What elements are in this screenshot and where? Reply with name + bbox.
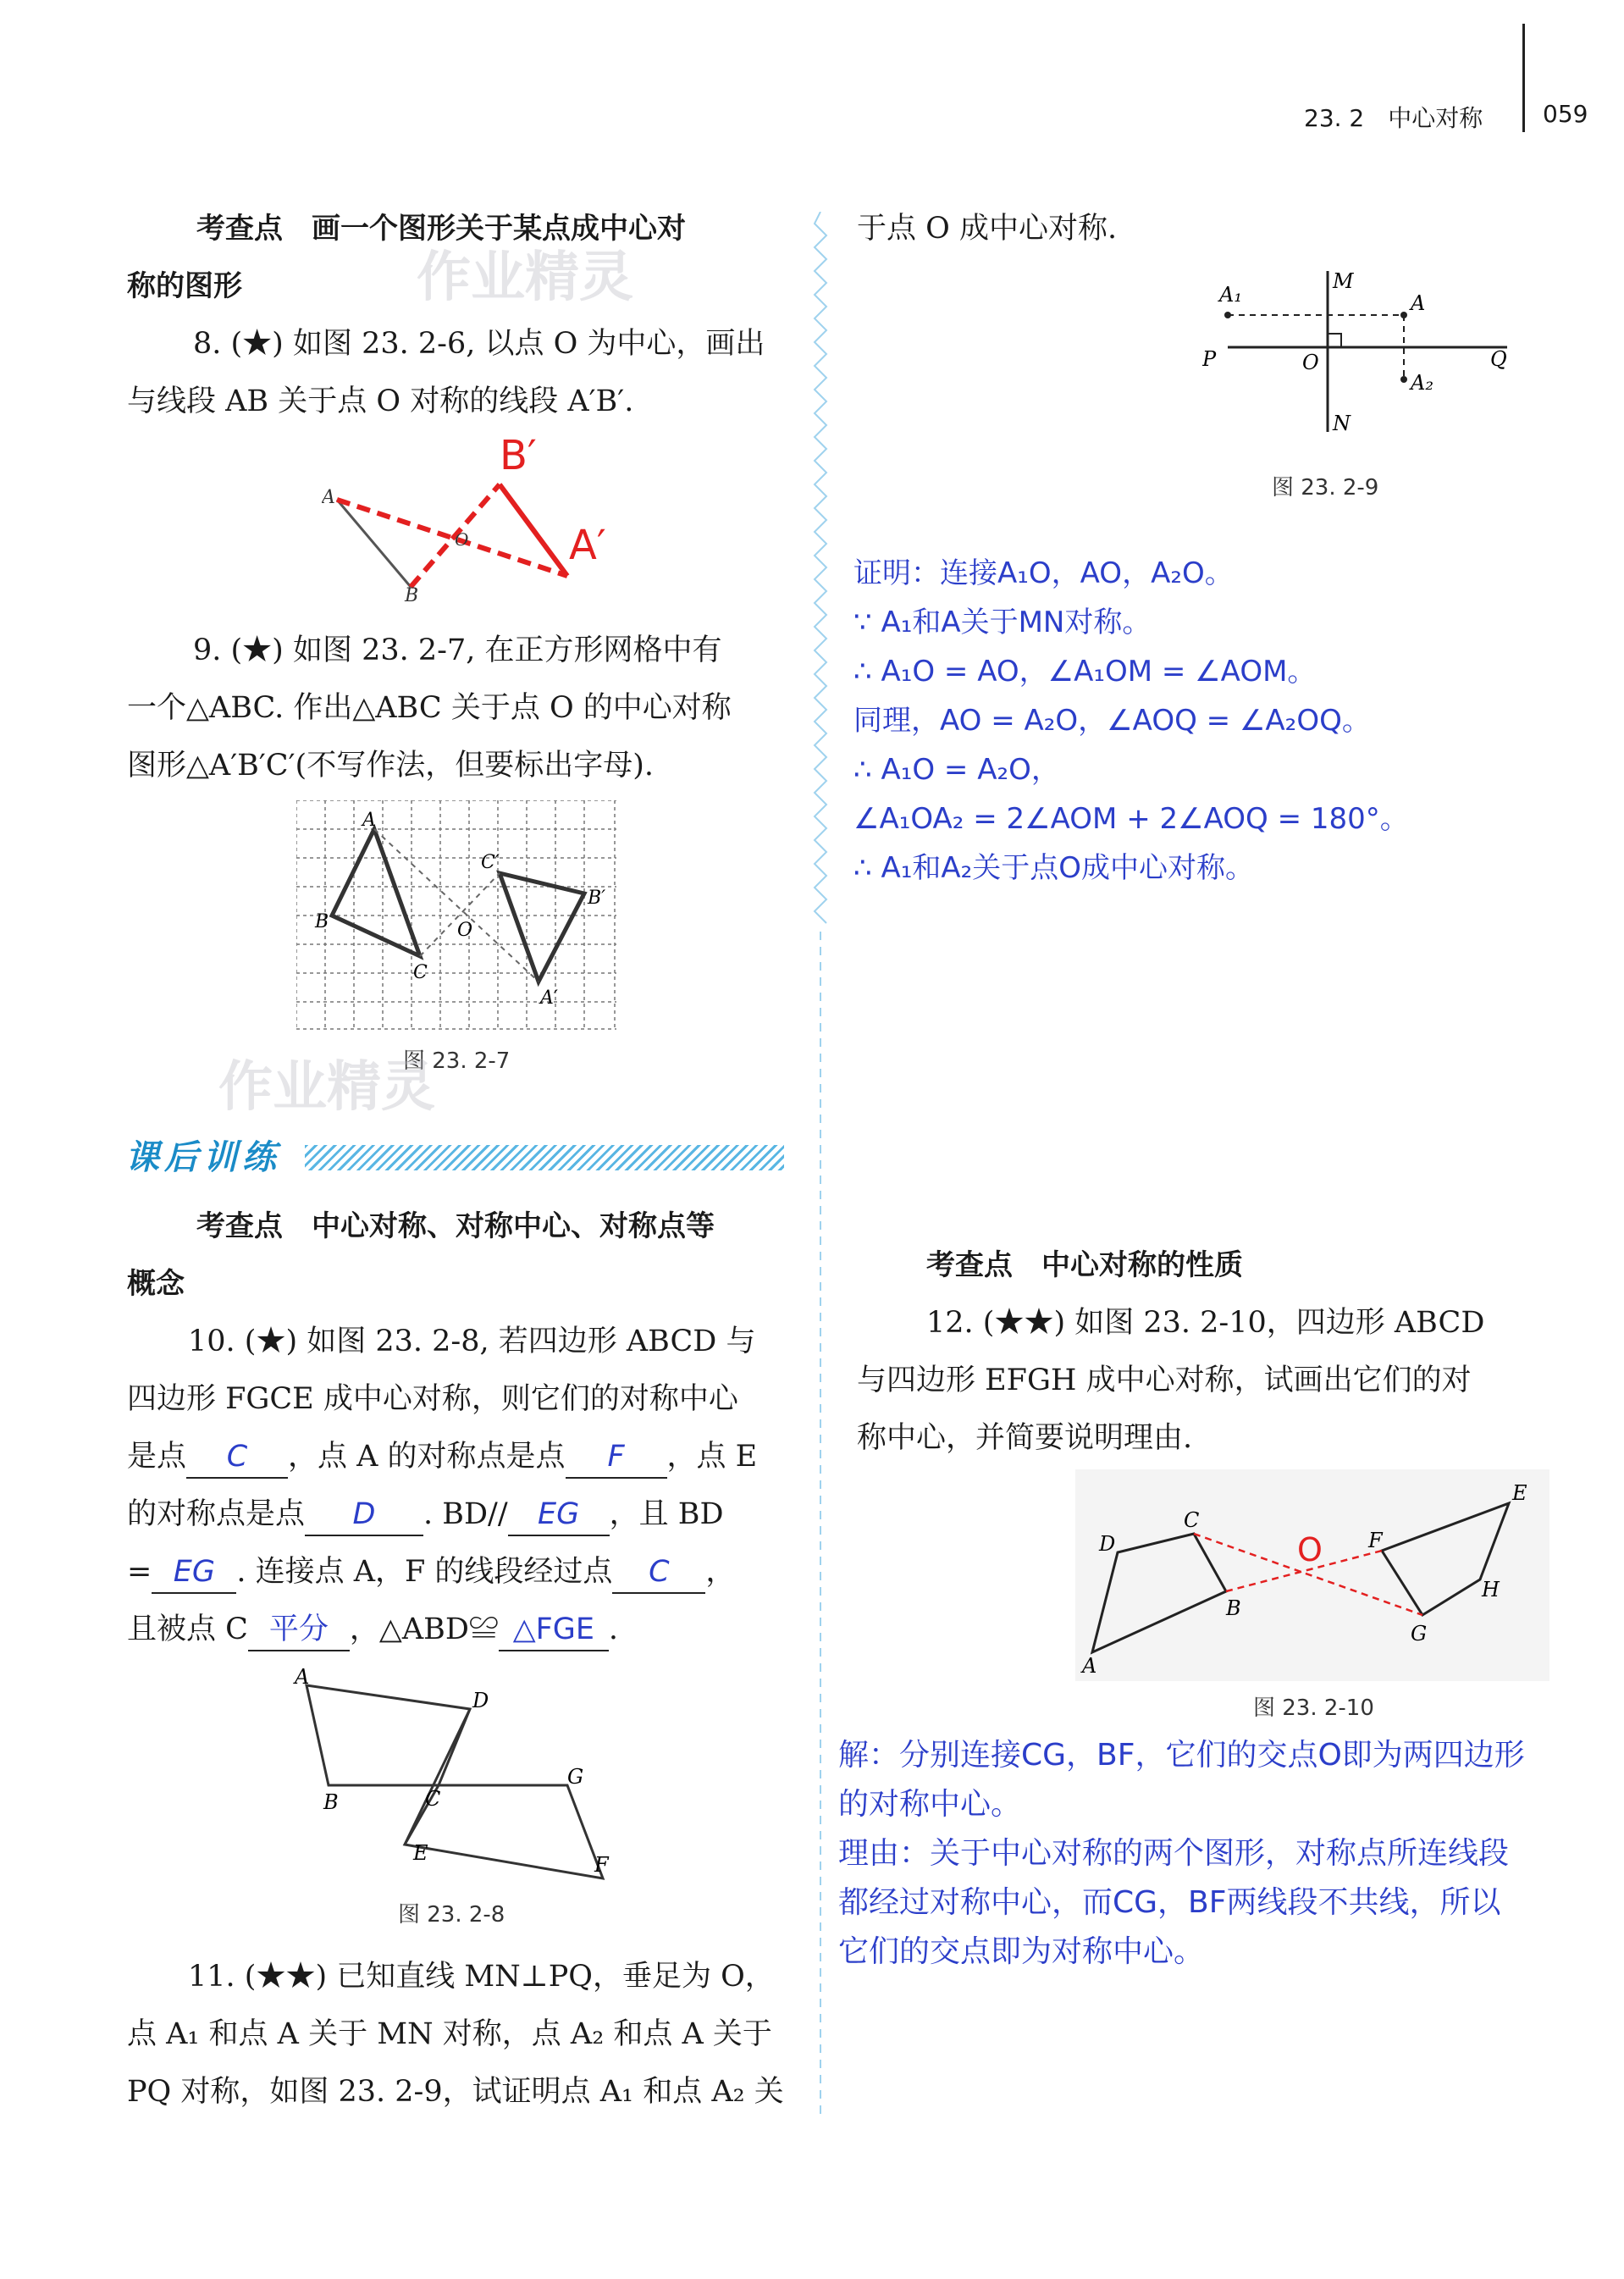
question-8-line2: 与线段 AB 关于点 O 对称的线段 A′B′. (127, 384, 634, 418)
segment-ab (337, 500, 411, 587)
question-11-continued: 于点 O 成中心对称. (857, 212, 1118, 246)
label-d: D (472, 1689, 489, 1712)
question-12-line1: 12. (★★) 如图 23. 2-10，四边形 ABCD (926, 1306, 1485, 1340)
triangle-a1b1c1 (500, 873, 584, 982)
question-9-line3: 图形△A′B′C′(不写作法，但要标出字母). (127, 749, 654, 783)
figure-23-2-10-caption: 图 23. 2-10 (1253, 1695, 1374, 1721)
label-b: B (323, 1790, 339, 1814)
question-10-line2: 四边形 FGCE 成中心对称，则它们的对称中心 (127, 1382, 738, 1416)
heading-concepts: 考查点 中心对称、对称中心、对称点等 (196, 1209, 715, 1243)
label-a: A (295, 1665, 310, 1689)
answer-af-through: C (612, 1552, 705, 1594)
section-header: 23. 2 中心对称 (1304, 104, 1483, 132)
question-10-line6: 且被点 C 平分 ，△ABD≌ △FGE . (127, 1601, 618, 1658)
figure-23-2-9 (1202, 263, 1524, 440)
label-d: D (1099, 1532, 1116, 1556)
question-9-line2: 一个△ABC. 作出△ABC 关于点 O 的中心对称 (127, 691, 732, 725)
question-10-line4: 的对称点是点 D . BD// EG ，且 BD (127, 1485, 724, 1543)
label-f: F (594, 1853, 609, 1877)
after-class-title: 课后训练 (125, 1138, 281, 1177)
proof-line-3: ∴ A₁O = AO，∠A₁OM = ∠AOM。 (853, 655, 1317, 689)
figure-23-2-9-caption: 图 23. 2-9 (1272, 475, 1379, 501)
label-f: F (1368, 1529, 1383, 1552)
solution-line-2: 的对称中心。 (838, 1787, 1022, 1822)
figure-23-2-7 (296, 800, 618, 1031)
answer-e-symmetric: D (305, 1494, 423, 1536)
heading-draw-symmetric: 考查点 画一个图形关于某点成中心对 (196, 212, 686, 246)
label-c: C (425, 1787, 441, 1811)
question-9-line1: 9. (★) 如图 23. 2-7, 在正方形网格中有 (193, 633, 722, 667)
label-e: E (1512, 1481, 1527, 1505)
label-c1: C′ (481, 852, 500, 873)
label-b: B (315, 911, 329, 932)
label-a: A (322, 487, 335, 508)
question-11-line1: 11. (★★) 已知直线 MN⊥PQ，垂足为 O， (188, 1960, 775, 1994)
label-b: B (405, 585, 419, 601)
heading-properties: 考查点 中心对称的性质 (926, 1248, 1243, 1282)
figure-23-2-8-caption: 图 23. 2-8 (398, 1902, 505, 1928)
triangle-abc (332, 829, 420, 956)
solution-line-5: 它们的交点即为对称中心。 (838, 1934, 1205, 1969)
header-divider (1522, 24, 1525, 132)
proof-line-1: 证明：连接A₁O，AO，A₂O。 (853, 556, 1234, 590)
figure-23-2-7-caption: 图 23. 2-7 (403, 1048, 511, 1074)
proof-line-6: ∠A₁OA₂ = 2∠AOM + 2∠AOQ = 180°。 (853, 802, 1409, 836)
label-c: C (413, 962, 428, 983)
proof-line-5: ∴ A₁O = A₂O， (853, 753, 1060, 787)
label-q: Q (1490, 347, 1507, 371)
quad-abcd (307, 1685, 470, 1785)
label-a1: A′ (569, 522, 606, 569)
label-a: A (362, 810, 376, 831)
figure-23-2-6 (322, 432, 627, 601)
question-8-line1: 8. (★) 如图 23. 2-6, 以点 O 为中心，画出 (193, 327, 765, 361)
label-o: O (455, 529, 469, 550)
column-divider (811, 212, 830, 2117)
proof-line-7: ∴ A₁和A₂关于点O成中心对称。 (853, 851, 1254, 885)
label-m: M (1333, 269, 1354, 293)
label-h: H (1482, 1578, 1500, 1601)
label-a: A (1411, 291, 1426, 315)
label-a1: A₁ (1219, 283, 1242, 307)
answer-congruent: △FGE (499, 1609, 609, 1651)
question-11-line3: PQ 对称，如图 23. 2-9，试证明点 A₁ 和点 A₂ 关 (127, 2075, 784, 2109)
label-n: N (1333, 412, 1351, 435)
watermark: 作业精灵 (417, 246, 633, 309)
heading-concepts-cont: 概念 (127, 1267, 185, 1301)
label-c: C (1184, 1508, 1200, 1532)
answer-bisect: 平分 (248, 1609, 350, 1651)
segment-a1b1 (500, 484, 567, 576)
figure-23-2-8 (288, 1660, 627, 1889)
figure-23-2-10 (1075, 1469, 1549, 1681)
label-b1: B′ (500, 432, 537, 479)
question-11-line2: 点 A₁ 和点 A 关于 MN 对称，点 A₂ 和点 A 关于 (127, 2017, 772, 2051)
question-12-line3: 称中心，并简要说明理由. (857, 1421, 1193, 1455)
proof-line-2: ∵ A₁和A关于MN对称。 (853, 606, 1152, 639)
after-class-stripe (305, 1145, 784, 1170)
answer-a-symmetric: F (566, 1436, 667, 1479)
label-p: P (1202, 347, 1217, 371)
label-b: B (1226, 1596, 1241, 1620)
label-a2: A₂ (1411, 371, 1433, 395)
watermark: 作业精灵 (218, 1056, 435, 1119)
proof-line-4: 同理，AO = A₂O，∠AOQ = ∠A₂OQ。 (853, 704, 1371, 738)
page-number: 059 (1543, 100, 1588, 128)
heading-draw-symmetric-cont: 称的图形 (127, 269, 242, 303)
question-10-line5: = EG . 连接点 A，F 的线段经过点 C ， (127, 1543, 735, 1601)
label-o: O (457, 920, 473, 941)
question-10-line1: 10. (★) 如图 23. 2-8, 若四边形 ABCD 与 (188, 1325, 756, 1358)
answer-bd-equal: EG (152, 1552, 236, 1594)
label-b1: B′ (588, 888, 606, 909)
solution-line-1: 解：分别连接CG，BF，它们的交点O即为两四边形 (838, 1738, 1525, 1773)
question-10-line3: 是点 C ，点 A 的对称点是点 F ，点 E (127, 1428, 757, 1485)
answer-center: C (186, 1436, 288, 1479)
solution-line-3: 理由：关于中心对称的两个图形，对称点所连线段 (838, 1836, 1510, 1871)
label-a1: A′ (540, 987, 558, 1009)
solution-line-4: 都经过对称中心，而CG，BF两线段不共线，所以 (838, 1885, 1501, 1920)
answer-bd-parallel: EG (508, 1494, 610, 1536)
label-g: G (567, 1765, 584, 1789)
question-12-line2: 与四边形 EFGH 成中心对称，试画出它们的对 (857, 1364, 1472, 1397)
label-e: E (413, 1841, 428, 1865)
label-o: O (1297, 1531, 1323, 1568)
label-a: A (1082, 1654, 1097, 1678)
label-o: O (1302, 351, 1319, 374)
label-g: G (1411, 1622, 1428, 1646)
